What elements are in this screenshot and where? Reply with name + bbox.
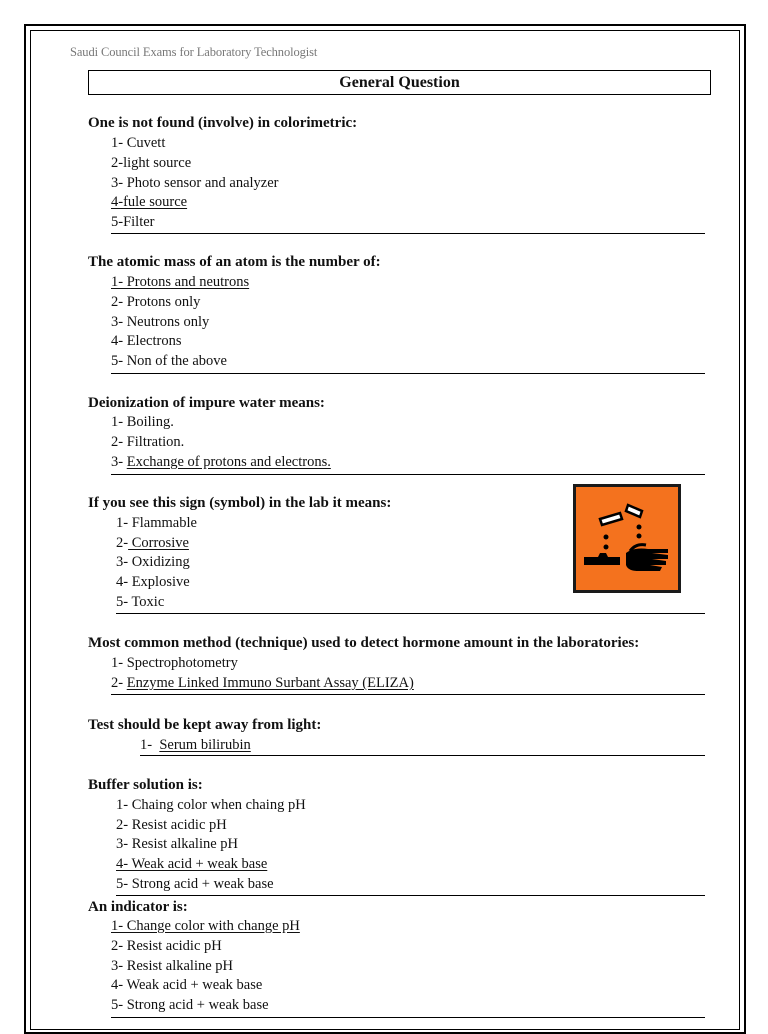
q8-option-3: 3- Resist alkaline pH [111, 958, 234, 974]
q5-option-2-number: 2- [111, 675, 127, 691]
q3-option-1: 1- Boiling. [111, 414, 174, 430]
q3-option-2: 2- Filtration. [111, 434, 185, 450]
corrosive-hazard-icon [573, 484, 681, 593]
q4-option-4: 4- Explosive [116, 574, 190, 590]
q6-divider [140, 755, 705, 756]
q7-option-3: 3- Resist alkaline pH [116, 836, 239, 852]
q7-option-1: 1- Chaing color when chaing pH [116, 797, 306, 813]
q5-option-2-answer [111, 675, 414, 692]
q2-option-1-answer: 1- Protons and neutrons [111, 274, 250, 290]
q3-option-3-number: 3- [111, 454, 127, 470]
q4-option-2-number: 2- [116, 535, 129, 551]
q6-option-1-number: 1- [140, 737, 153, 753]
q4-option-5: 5- Toxic [116, 594, 165, 610]
q6-option-1-answer [140, 737, 251, 754]
running-header: Saudi Council Exams for Laboratory Technologist [70, 45, 318, 59]
q1-divider [111, 233, 705, 234]
section-title: General Question [88, 70, 711, 95]
q8-option-4: 4- Weak acid + weak base [111, 977, 263, 993]
q8-option-1-answer: 1- Change color with change pH [111, 918, 300, 934]
q8-divider [111, 1017, 705, 1018]
q2-option-3: 3- Neutrons only [111, 314, 210, 330]
question-3: Deionization of impure water means: [88, 395, 325, 411]
corrosive-pictogram [576, 487, 678, 590]
q7-option-4-answer: 4- Weak acid + weak base [116, 856, 268, 872]
q2-option-2: 2- Protons only [111, 294, 201, 310]
q5-option-2-text: Enzyme Linked Immuno Surbant Assay (ELIZA) [126, 675, 414, 691]
q4-option-3: 3- Oxidizing [116, 554, 190, 570]
q1-option-5: 5-Filter [111, 214, 155, 230]
q3-option-3-answer [111, 454, 331, 471]
q6-option-1-text: Serum bilirubin [159, 737, 251, 753]
q8-option-5: 5- Strong acid + weak base [111, 997, 269, 1013]
q3-divider [111, 474, 705, 475]
question-7: Buffer solution is: [88, 777, 203, 793]
q5-divider [111, 694, 705, 695]
q7-option-5: 5- Strong acid + weak base [116, 876, 274, 892]
q3-option-3-text: Exchange of protons and electrons. [126, 454, 331, 470]
q5-option-1: 1- Spectrophotometry [111, 655, 238, 671]
q2-divider [111, 373, 705, 374]
q1-option-1: 1- Cuvett [111, 135, 166, 151]
q7-divider [116, 895, 705, 896]
q1-option-3: 3- Photo sensor and analyzer [111, 175, 279, 191]
q4-option-2-text: Corrosive [128, 535, 189, 551]
q1-option-4-answer: 4-fule source [111, 194, 188, 210]
q7-option-2: 2- Resist acidic pH [116, 817, 227, 833]
q4-divider [116, 613, 705, 614]
q4-option-2-answer [116, 535, 189, 552]
question-1: One is not found (involve) in colorimetric: [88, 115, 358, 131]
question-8: An indicator is: [88, 899, 188, 915]
q2-option-5: 5- Non of the above [111, 353, 227, 369]
question-5: Most common method (technique) used to detect hormone amount in the laboratories: [88, 635, 640, 651]
question-2: The atomic mass of an atom is the number of: [88, 254, 381, 270]
q1-option-2: 2-light source [111, 155, 192, 171]
q8-option-2: 2- Resist acidic pH [111, 938, 222, 954]
q2-option-4: 4- Electrons [111, 333, 182, 349]
question-6: Test should be kept away from light: [88, 717, 322, 733]
question-4: If you see this sign (symbol) in the lab it means: [88, 495, 392, 511]
q4-option-1: 1- Flammable [116, 515, 197, 531]
